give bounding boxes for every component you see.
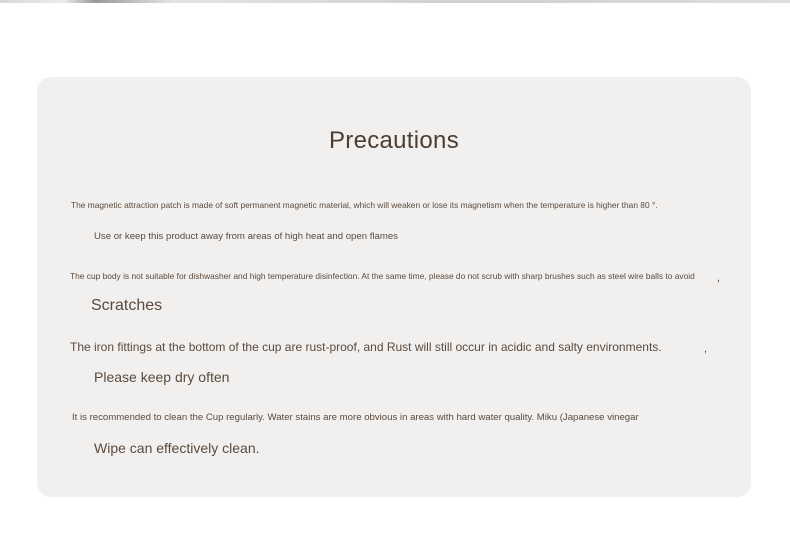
precaution-2-note: Scratches: [91, 297, 163, 314]
precaution-2-text: The cup body is not suitable for dishwasher and high temperature disinfection. At the same time, please do not scrub with sharp brushes such as steel wire balls to avoid: [70, 271, 695, 281]
comma-mark: ,: [717, 272, 721, 284]
precaution-4-text: It is recommended to clean the Cup regularly. Water stains are more obvious in areas with hard water quality. Miku (Japanese vinegar: [72, 412, 639, 423]
precaution-1-text: The magnetic attraction patch is made of soft permanent magnetic material, which will weaken or lose its magnetism when the temperature is higher than 80 °.: [71, 200, 658, 210]
precaution-3-note: Please keep dry often: [94, 369, 230, 385]
top-divider: [0, 0, 790, 3]
page-title: Precautions: [328, 127, 460, 154]
precaution-4-note: Wipe can effectively clean.: [94, 440, 260, 456]
precautions-card: [37, 77, 751, 497]
precaution-1-note: Use or keep this product away from areas of high heat and open flames: [94, 231, 398, 242]
precaution-3-text: The iron fittings at the bottom of the cup are rust-proof, and Rust will still occur in acidic and salty environments.: [70, 340, 662, 354]
comma-mark: ,: [704, 343, 708, 355]
